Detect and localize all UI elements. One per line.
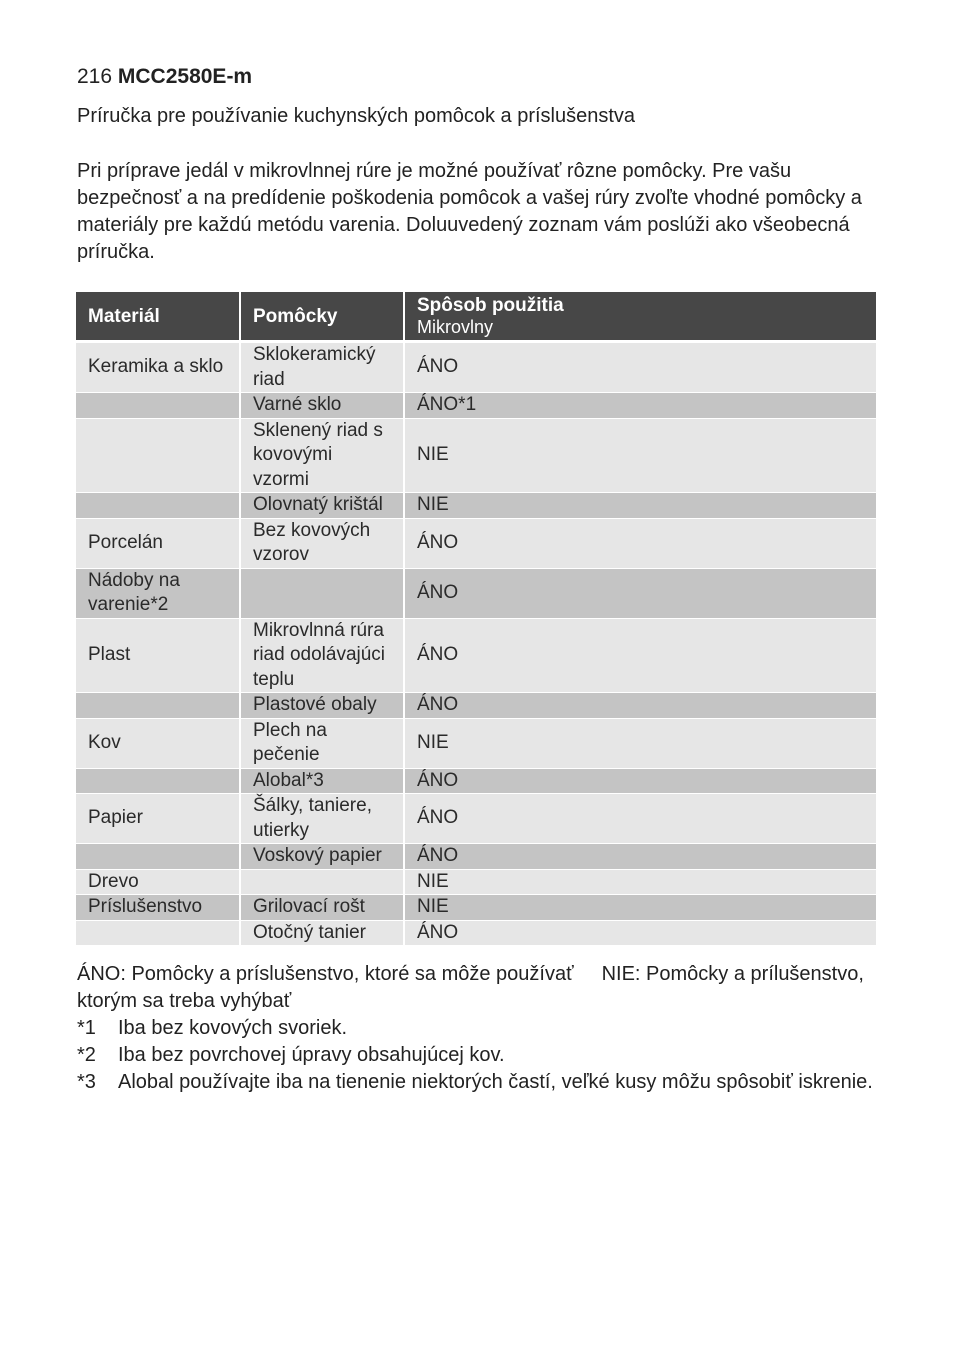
cell-utensil: Voskový papier bbox=[240, 844, 404, 870]
legend bbox=[77, 961, 877, 1015]
cell-use: ÁNO bbox=[404, 693, 876, 719]
cell-material: Keramika a sklo bbox=[76, 342, 240, 393]
table-row bbox=[76, 768, 876, 794]
footnote bbox=[77, 1069, 877, 1096]
table-row bbox=[76, 693, 876, 719]
cell-utensil: Mikrovlnná rúra riad odolávajúci teplu bbox=[240, 618, 404, 693]
cell-material: Nádoby na varenie*2 bbox=[76, 568, 240, 618]
header-utensils: Pomôcky bbox=[240, 292, 404, 342]
table-header bbox=[76, 292, 876, 342]
table-row bbox=[76, 869, 876, 895]
cell-use: ÁNO bbox=[404, 342, 876, 393]
cell-material: Porcelán bbox=[76, 518, 240, 568]
cell-use: ÁNO bbox=[404, 518, 876, 568]
cell-utensil: Otočný tanier bbox=[240, 920, 404, 946]
header-material: Materiál bbox=[76, 292, 240, 342]
cell-utensil: Alobal*3 bbox=[240, 768, 404, 794]
footnote-text: Iba bez kovových svoriek. bbox=[118, 1017, 347, 1039]
cell-utensil: Sklokeramický riad bbox=[240, 342, 404, 393]
footnote-text: Iba bez povrchovej úpravy obsahujúcej kov. bbox=[118, 1044, 505, 1066]
cell-use: NIE bbox=[404, 418, 876, 493]
cell-utensil: Grilovací rošt bbox=[240, 895, 404, 921]
cell-utensil bbox=[240, 869, 404, 895]
cell-use: ÁNO bbox=[404, 768, 876, 794]
footnote-mark: *2 bbox=[77, 1044, 96, 1066]
footnote bbox=[77, 1042, 877, 1069]
footnote-mark: *1 bbox=[77, 1017, 96, 1039]
cell-utensil: Olovnatý krištál bbox=[240, 493, 404, 519]
cell-utensil bbox=[240, 568, 404, 618]
cell-utensil: Varné sklo bbox=[240, 393, 404, 419]
cell-utensil: Šálky, taniere, utierky bbox=[240, 794, 404, 844]
table-row bbox=[76, 493, 876, 519]
table-row bbox=[76, 718, 876, 768]
cell-use: ÁNO bbox=[404, 844, 876, 870]
header-method bbox=[404, 292, 876, 342]
cell-utensil: Plech na pečenie bbox=[240, 718, 404, 768]
cell-use: ÁNO bbox=[404, 568, 876, 618]
cell-use: NIE bbox=[404, 493, 876, 519]
cell-material bbox=[76, 768, 240, 794]
footnote bbox=[77, 1015, 877, 1042]
table-row bbox=[76, 794, 876, 844]
cell-use: NIE bbox=[404, 895, 876, 921]
cell-material bbox=[76, 920, 240, 946]
cell-use: NIE bbox=[404, 718, 876, 768]
cell-use: ÁNO*1 bbox=[404, 393, 876, 419]
cell-use: ÁNO bbox=[404, 794, 876, 844]
cell-material: Plast bbox=[76, 618, 240, 693]
table-row bbox=[76, 342, 876, 393]
cell-use: ÁNO bbox=[404, 618, 876, 693]
cell-material bbox=[76, 693, 240, 719]
cell-use: NIE bbox=[404, 869, 876, 895]
cell-material: Drevo bbox=[76, 869, 240, 895]
legend-yes: ÁNO: Pomôcky a príslušenstvo, ktoré sa môže používať bbox=[77, 963, 574, 985]
page-number: 216 bbox=[77, 65, 113, 88]
footnotes bbox=[77, 1015, 877, 1096]
table-body bbox=[76, 342, 876, 946]
cell-material bbox=[76, 493, 240, 519]
section-title: Príručka pre používanie kuchynských pomôcok a príslušenstva bbox=[77, 105, 636, 127]
header-method-label: Spôsob použitia bbox=[417, 295, 564, 316]
footnote-mark: *3 bbox=[77, 1071, 96, 1093]
table-row bbox=[76, 895, 876, 921]
cell-utensil: Plastové obaly bbox=[240, 693, 404, 719]
cell-material bbox=[76, 418, 240, 493]
table-row bbox=[76, 568, 876, 618]
cell-material: Príslušenstvo bbox=[76, 895, 240, 921]
legend-no: NIE: Pomôcky a prílušenstvo, ktorým sa treba vyhýbať bbox=[77, 963, 864, 1012]
footnote-text: Alobal používajte iba na tienenie niektorých častí, veľké kusy môžu spôsobiť iskrenie. bbox=[118, 1071, 873, 1093]
cell-material: Papier bbox=[76, 794, 240, 844]
cell-use: ÁNO bbox=[404, 920, 876, 946]
cell-material bbox=[76, 393, 240, 419]
table-row bbox=[76, 844, 876, 870]
cell-material: Kov bbox=[76, 718, 240, 768]
header-method-sublabel: Mikrovlny bbox=[417, 317, 494, 337]
page-header bbox=[77, 64, 252, 90]
cell-utensil: Sklenený riad s kovovými vzormi bbox=[240, 418, 404, 493]
table-row bbox=[76, 518, 876, 568]
table-row bbox=[76, 920, 876, 946]
model-name: MCC2580E-m bbox=[117, 65, 253, 88]
utensils-table bbox=[76, 292, 876, 946]
table-row bbox=[76, 393, 876, 419]
cell-material bbox=[76, 844, 240, 870]
table-row bbox=[76, 418, 876, 493]
cell-utensil: Bez kovových vzorov bbox=[240, 518, 404, 568]
table-row bbox=[76, 618, 876, 693]
intro-paragraph: Pri príprave jedál v mikrovlnnej rúre je možné používať rôzne pomôcky. Pre vašu bezpečnosť a na predídenie poškodenia pomôcok a vašej rúry zvoľte vhodné pomôcky a materiály pre každú metódu varenia. Doluuvedený zoznam vám poslúži ako všeobecná príručka. bbox=[77, 160, 862, 263]
